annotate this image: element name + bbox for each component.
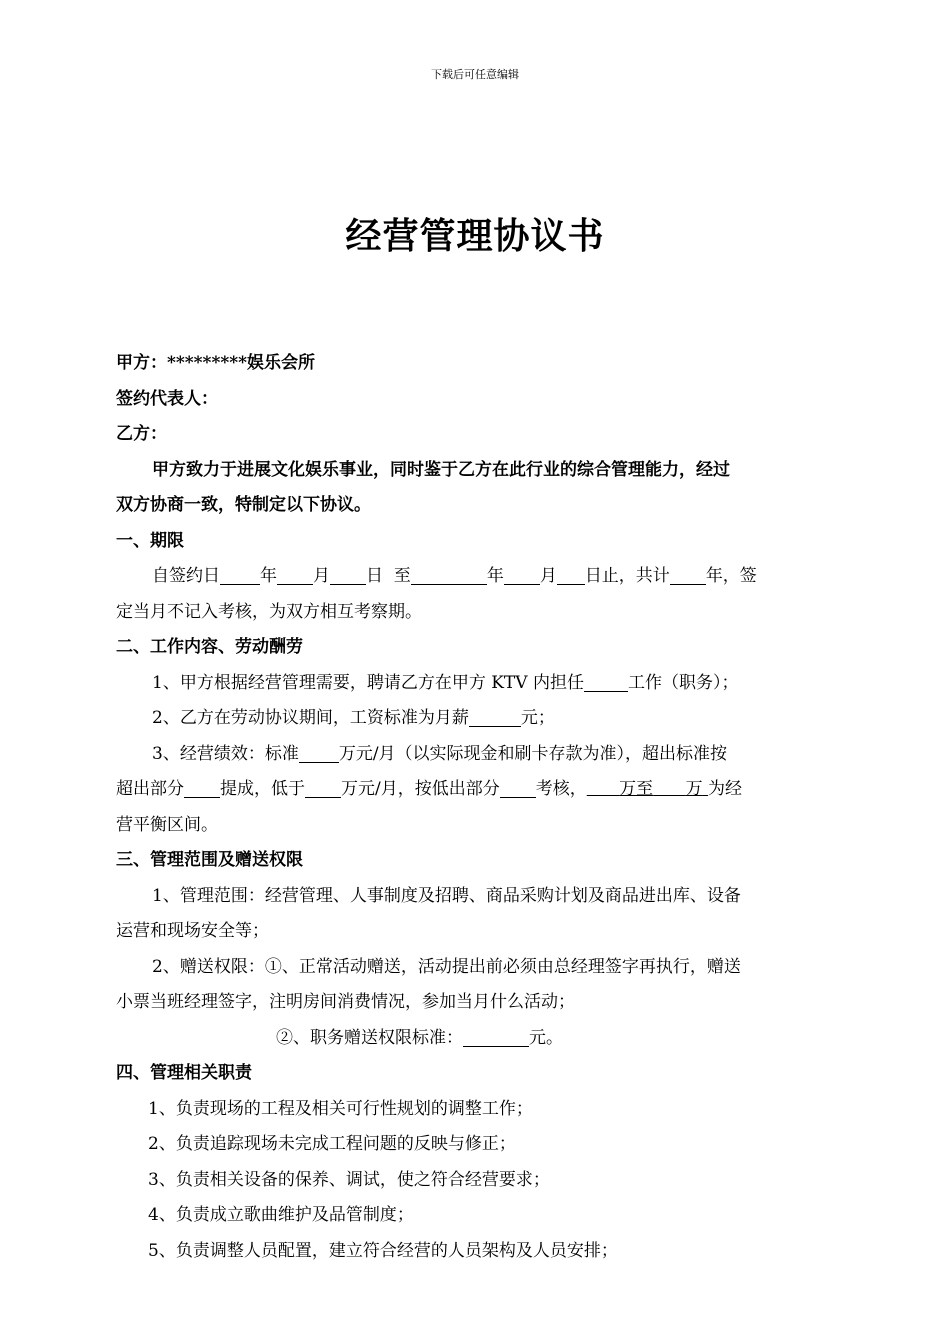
- blank-start-year: [220, 564, 260, 585]
- party-b-line: 乙方：: [116, 424, 167, 444]
- blank-assessment: [500, 777, 536, 798]
- blank-position: [584, 671, 628, 692]
- work-item-text: 为经: [708, 779, 743, 799]
- blank-lower-bound: [305, 777, 341, 798]
- term-line2: 定当月不记入考核，为双方相互考察期。: [116, 601, 422, 622]
- scope-item-2-line1: 2、赠送权限：①、正常活动赠送，活动提出前必须由总经理签字再执行，赠送: [152, 956, 741, 977]
- scope-item-2-line3: [116, 1021, 820, 1057]
- blank-total-years: [670, 564, 706, 585]
- blank-salary: [469, 706, 521, 727]
- work-item-text: 提成，低于: [220, 779, 305, 799]
- header-note: 下载后可任意编辑: [431, 68, 519, 81]
- work-item-text: 超出部分: [116, 779, 184, 799]
- section-heading-work: 二、工作内容、劳动酬劳: [116, 637, 303, 657]
- work-item-text: 3、经营绩效：标准: [152, 743, 299, 764]
- work-item-3-line3: 营平衡区间。: [116, 814, 218, 835]
- blank-gift-limit: [463, 1026, 529, 1047]
- document-body: [116, 346, 820, 1269]
- signatory-line: 签约代表人：: [116, 388, 218, 409]
- blank-end-month: [504, 564, 540, 585]
- work-item-3: [116, 737, 820, 773]
- balance-range: 万至 万: [619, 779, 703, 799]
- scope-item-1-line1: 1、管理范围：经营管理、人事制度及招聘、商品采购计划及商品进出库、设备: [152, 885, 741, 906]
- scope-text: ②、职务赠送权限标准：: [276, 1027, 463, 1048]
- duty-item: 3、负责相关设备的保养、调试，使之符合经营要求；: [148, 1169, 550, 1190]
- work-item-text: 考核，: [535, 779, 587, 799]
- intro-paragraph-line1: [116, 453, 820, 489]
- work-item-3-line2: [116, 772, 820, 808]
- term-text: 日 至: [366, 566, 411, 586]
- term-text: 月: [313, 566, 330, 586]
- work-item-text: 2、乙方在劳动协议期间，工资标准为月薪: [152, 708, 469, 728]
- term-text: 年，签: [705, 566, 757, 586]
- work-item-text: 元；: [520, 708, 555, 728]
- duty-item: 2、负责追踪现场未完成工程问题的反映与修正；: [148, 1134, 516, 1154]
- scope-item-2-line2: 小票当班经理签字，注明房间消费情况，参加当月什么活动；: [116, 992, 575, 1012]
- blank-start-day: [330, 564, 366, 585]
- term-text: 自签约日: [152, 566, 220, 586]
- duty-item: 4、负责成立歌曲维护及品管制度；: [148, 1205, 414, 1225]
- scope-item-1-line2: 运营和现场安全等；: [116, 921, 269, 941]
- work-item-text: 万元/月（以实际现金和刷卡存款为准），超出标准按: [338, 743, 728, 764]
- intro-paragraph-line2: 双方协商一致，特制定以下协议。: [116, 495, 371, 515]
- term-text: 年: [260, 566, 277, 586]
- work-item-2: [116, 701, 820, 737]
- document-title: 经营管理协议书: [345, 215, 605, 257]
- intro-text: 甲方致力于进展文化娱乐事业，同时鉴于乙方在此行业的综合管理能力，经过: [152, 459, 730, 480]
- term-text: 年: [486, 566, 504, 586]
- section-heading-scope: 三、管理范围及赠送权限: [116, 850, 303, 870]
- blank-commission: [184, 777, 220, 798]
- work-item-text: 工作（职务）；: [627, 672, 739, 693]
- work-item-1: [116, 666, 820, 702]
- blank-end-year: [411, 564, 487, 585]
- term-text: 日止，共计: [584, 566, 670, 586]
- scope-text: 元。: [529, 1027, 563, 1048]
- work-item-text: 1、甲方根据经营管理需要，聘请乙方在甲方 KTV 内担任: [152, 672, 584, 693]
- duty-item: 5、负责调整人员配置，建立符合经营的人员架构及人员安排；: [148, 1240, 618, 1261]
- blank-start-month: [277, 564, 313, 585]
- blank-end-day: [557, 564, 585, 585]
- work-item-text: 万元/月，按低出部分: [341, 779, 500, 799]
- party-a-line: 甲方：*********娱乐会所: [116, 353, 316, 373]
- section-heading-duties: 四、管理相关职责: [116, 1063, 252, 1083]
- term-line: [116, 559, 820, 595]
- term-text: 月: [539, 566, 557, 586]
- section-heading-term: 一、期限: [116, 530, 184, 551]
- duty-item: 1、负责现场的工程及相关可行性规划的调整工作；: [148, 1098, 533, 1119]
- blank-standard: [299, 742, 339, 763]
